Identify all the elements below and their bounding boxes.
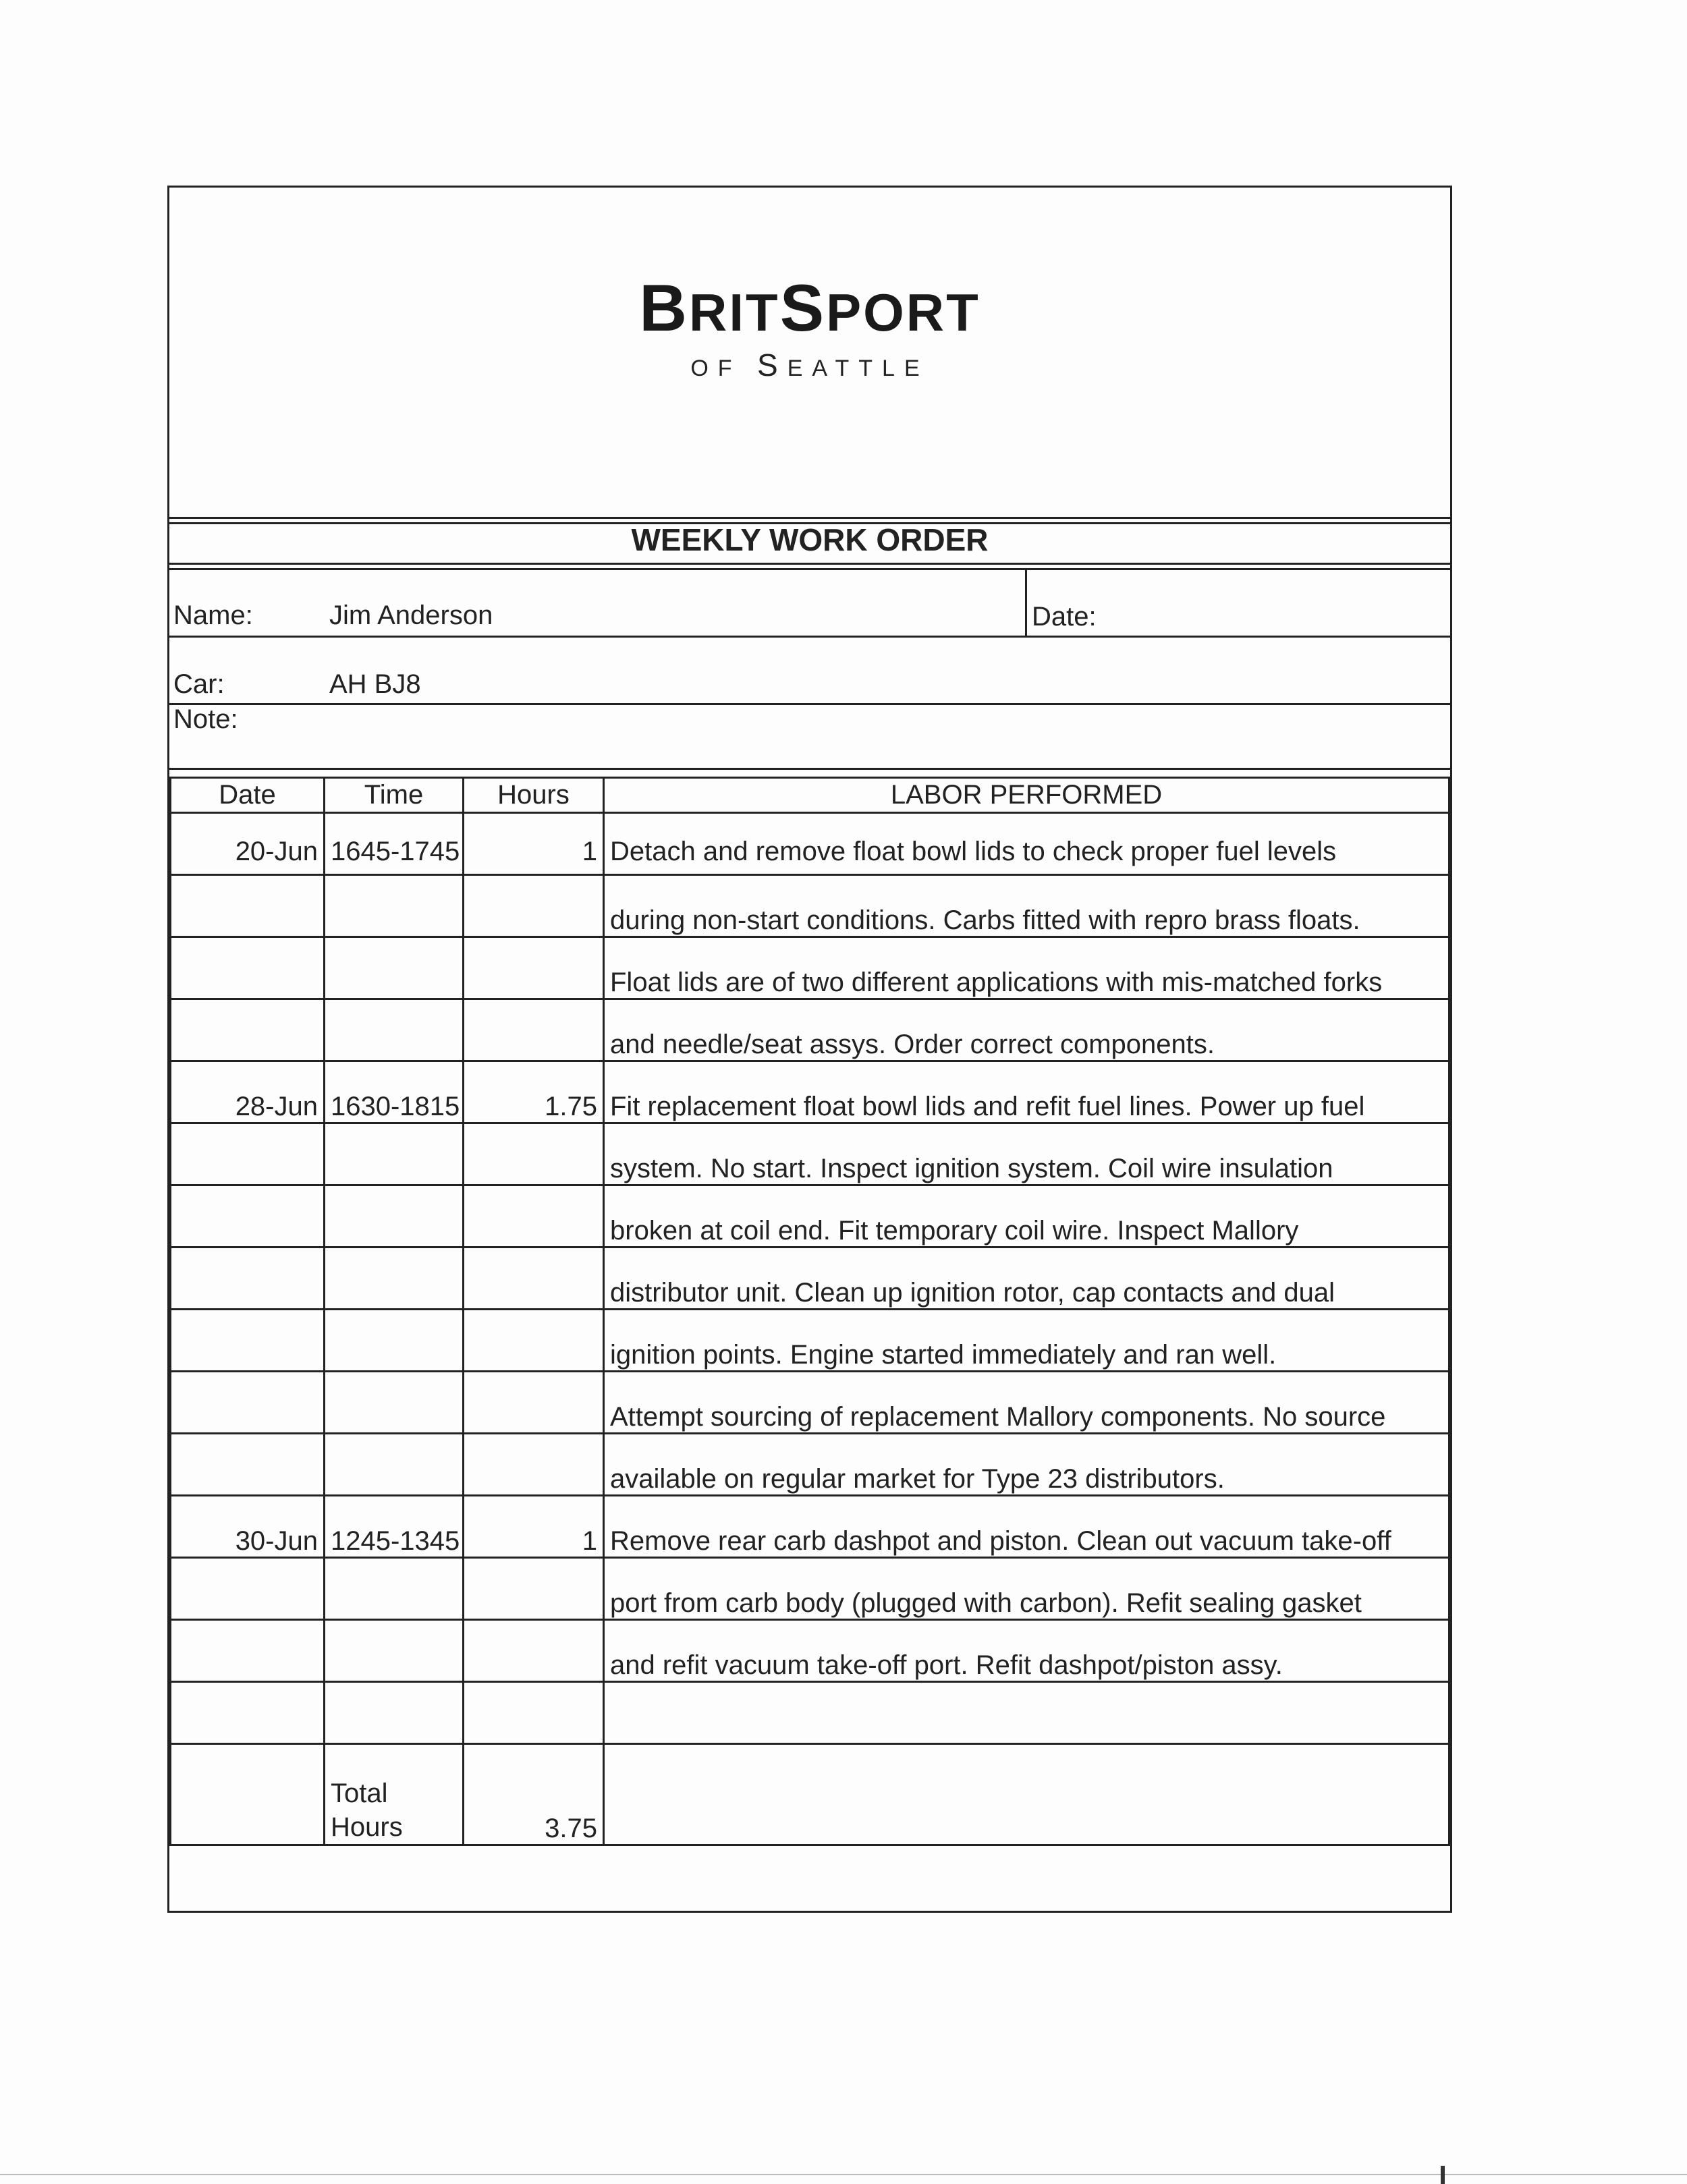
table-row: [171, 875, 1449, 937]
row-hours: [464, 1434, 604, 1496]
table-row: [171, 813, 1449, 875]
row-hours: [464, 1310, 604, 1372]
row-time: [325, 1682, 464, 1744]
row-time: 1630-1815: [325, 1061, 464, 1123]
row-hours: [464, 1372, 604, 1434]
company-location-prefix: OF: [690, 356, 757, 381]
row-labor: broken at coil end. Fit temporary coil wire. Inspect Mallory: [604, 1185, 1449, 1248]
divider: [169, 517, 1450, 519]
total-labor-cell: [604, 1744, 1449, 1845]
row-time: [325, 1248, 464, 1310]
total-row: [171, 1744, 1449, 1845]
header-labor: LABOR PERFORMED: [604, 778, 1449, 813]
row-time: 1645-1745: [325, 813, 464, 875]
divider: [169, 768, 1450, 770]
header-hours: Hours: [464, 778, 604, 813]
name-label: Name:: [173, 600, 253, 630]
divider: [169, 636, 1450, 638]
table-row: [171, 1496, 1449, 1558]
table-row: [171, 1372, 1449, 1434]
row-time: [325, 999, 464, 1061]
divider: [169, 568, 1450, 570]
work-order-form: [167, 186, 1452, 1913]
row-hours: [464, 1185, 604, 1248]
table-row: [171, 1123, 1449, 1185]
company-location-rest: EATTLE: [787, 356, 929, 381]
company-name-cap-1: B: [639, 271, 690, 345]
row-labor: system. No start. Inspect ignition system. Coil wire insulation: [604, 1123, 1449, 1185]
row-labor: and refit vacuum take-off port. Refit dashpot/piston assy.: [604, 1620, 1449, 1682]
table-row: [171, 1434, 1449, 1496]
row-time: [325, 1620, 464, 1682]
row-labor: [604, 1682, 1449, 1744]
row-time: [325, 875, 464, 937]
row-time: [325, 1123, 464, 1185]
row-hours: [464, 999, 604, 1061]
letterhead: [169, 188, 1450, 517]
row-date: 30-Jun: [171, 1496, 325, 1558]
row-hours: 1: [464, 1496, 604, 1558]
divider: [169, 563, 1450, 565]
row-hours: [464, 1558, 604, 1620]
row-hours: 1.75: [464, 1061, 604, 1123]
row-labor: port from carb body (plugged with carbon). Refit sealing gasket: [604, 1558, 1449, 1620]
row-time: [325, 1185, 464, 1248]
row-labor: ignition points. Engine started immediately and ran well.: [604, 1310, 1449, 1372]
table-row: [171, 937, 1449, 999]
name-value: Jim Anderson: [329, 600, 493, 630]
total-label: [325, 1744, 464, 1845]
total-label-line-1: Total: [331, 1779, 388, 1808]
scan-edge: [0, 2174, 1687, 2175]
total-empty-cell: [171, 1744, 325, 1845]
row-date: [171, 1434, 325, 1496]
row-date: [171, 1310, 325, 1372]
date-divider: [1025, 568, 1027, 636]
company-name: [169, 270, 1450, 346]
row-labor: and needle/seat assys. Order correct components.: [604, 999, 1449, 1061]
date-label: Date:: [1032, 602, 1097, 632]
company-location: [169, 347, 1450, 383]
row-labor: Float lids are of two different applications with mis-matched forks: [604, 937, 1449, 999]
row-date: 20-Jun: [171, 813, 325, 875]
row-hours: [464, 1682, 604, 1744]
row-labor: during non-start conditions. Carbs fitted with repro brass floats.: [604, 875, 1449, 937]
total-label-line-2: Hours: [331, 1812, 403, 1842]
row-date: [171, 1620, 325, 1682]
row-date: [171, 1372, 325, 1434]
row-labor: available on regular market for Type 23 distributors.: [604, 1434, 1449, 1496]
table-row: [171, 1558, 1449, 1620]
table-row: [171, 1248, 1449, 1310]
row-date: [171, 999, 325, 1061]
row-labor: Detach and remove float bowl lids to check proper fuel levels: [604, 813, 1449, 875]
table-row: [171, 1061, 1449, 1123]
row-hours: [464, 1620, 604, 1682]
row-hours: [464, 937, 604, 999]
row-date: [171, 1682, 325, 1744]
row-date: 28-Jun: [171, 1061, 325, 1123]
table-row: [171, 1620, 1449, 1682]
divider: [169, 703, 1450, 705]
form-title: WEEKLY WORK ORDER: [631, 522, 989, 557]
header-date: Date: [171, 778, 325, 813]
car-value: AH BJ8: [329, 669, 421, 699]
table-row: [171, 1310, 1449, 1372]
table-row: [171, 1185, 1449, 1248]
row-hours: 1: [464, 813, 604, 875]
company-name-rest-1: RIT: [689, 283, 780, 342]
row-hours: [464, 1123, 604, 1185]
scan-mark: [1441, 2166, 1445, 2184]
row-labor: Remove rear carb dashpot and piston. Clean out vacuum take-off: [604, 1496, 1449, 1558]
row-time: [325, 1558, 464, 1620]
row-date: [171, 1123, 325, 1185]
row-time: [325, 1310, 464, 1372]
table-header-row: [171, 778, 1449, 813]
company-name-cap-2: S: [779, 271, 827, 345]
company-location-cap: S: [757, 347, 787, 383]
labor-table: [169, 777, 1450, 1846]
row-hours: [464, 1248, 604, 1310]
row-date: [171, 875, 325, 937]
row-labor: Attempt sourcing of replacement Mallory components. No source: [604, 1372, 1449, 1434]
row-time: [325, 1434, 464, 1496]
table-row: [171, 1682, 1449, 1744]
row-date: [171, 937, 325, 999]
car-label: Car:: [173, 669, 225, 699]
row-labor: Fit replacement float bowl lids and refit fuel lines. Power up fuel: [604, 1061, 1449, 1123]
table-row: [171, 999, 1449, 1061]
total-hours: 3.75: [464, 1744, 604, 1845]
row-time: [325, 1372, 464, 1434]
header-time: Time: [325, 778, 464, 813]
row-time: 1245-1345: [325, 1496, 464, 1558]
row-hours: [464, 875, 604, 937]
note-label: Note:: [173, 704, 238, 734]
row-date: [171, 1248, 325, 1310]
company-name-rest-2: PORT: [826, 283, 980, 342]
row-time: [325, 937, 464, 999]
row-date: [171, 1185, 325, 1248]
row-date: [171, 1558, 325, 1620]
row-labor: distributor unit. Clean up ignition rotor, cap contacts and dual: [604, 1248, 1449, 1310]
